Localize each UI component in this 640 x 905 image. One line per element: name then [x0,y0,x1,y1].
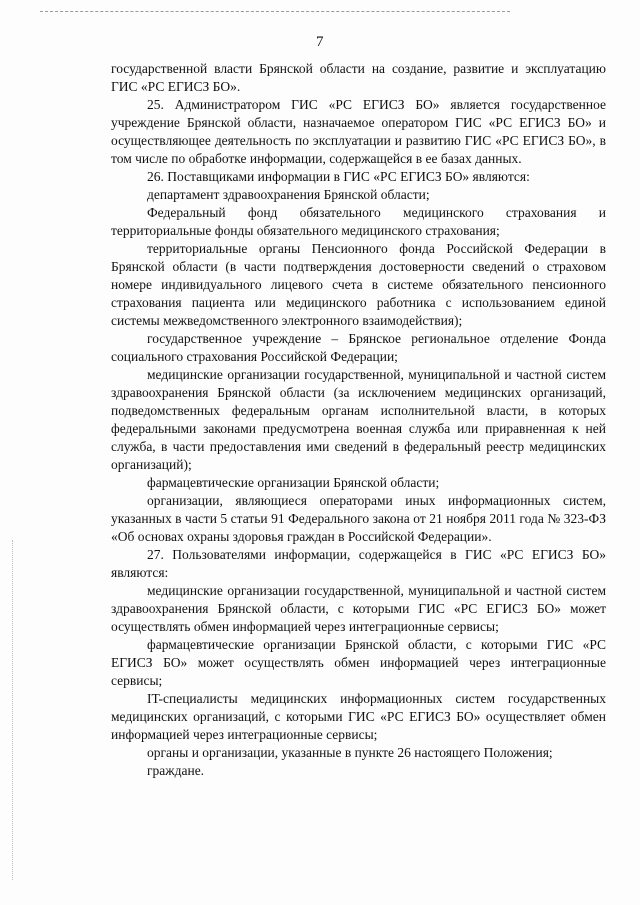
list-item-user: фармацевтические организации Брянской области, с которыми ГИС «РС ЕГИСЗ БО» может осуществлять обмен информацией через интеграционные сервисы; [111,637,606,688]
page-number: 7 [316,34,324,50]
list-item-supplier: департамент здравоохранения Брянской области; [147,187,430,202]
list-item-supplier: Федеральный фонд обязательного медицинского страхования и территориальные фонды обязательного медицинского страхования; [111,205,606,238]
paragraph-item-27: 27. Пользователями информации, содержащейся в ГИС «РС ЕГИСЗ БО» являются: [111,547,606,580]
list-item-user: медицинские организации государственной, муниципальной и частной систем здравоохранения Брянской области, с которыми ГИС «РС ЕГИСЗ БО» может осуществлять обмен информацией через интеграционные сервисы; [111,583,606,634]
list-item-supplier: организации, являющиеся операторами иных информационных систем, указанных в части 5 статьи 91 Федерального закона от 21 ноября 2011 года № 323-ФЗ «Об основах охраны здоровья граждан в Российской Федерации». [111,493,606,544]
scan-edge-mark [40,11,510,12]
list-item-supplier: фармацевтические организации Брянской области; [147,475,440,490]
list-item-user: IT-специалисты медицинских информационных систем государственных медицинских организаций, с которыми ГИС «РС ЕГИСЗ БО» осуществляет обмен информацией через интеграционные сервисы; [111,691,606,742]
scan-side-mark [12,540,14,880]
paragraph-item-25: 25. Администратором ГИС «РС ЕГИСЗ БО» является государственное учреждение Брянской области, назначаемое оператором ГИС «РС ЕГИСЗ БО» и осуществляющее деятельность по эксплуатации и развитию ГИС «РС ЕГИСЗ БО», в том числе по обработке информации, содержащейся в ее базах данных. [111,97,606,166]
list-item-supplier: медицинские организации государственной, муниципальной и частной систем здравоохранения Брянской области (за исключением медицинских организаций, подведомственных федеральным органам исполнительной власти, в которых федеральными законами предусмотрена военная служба или приравненная к ней служба, в части предоставления ими сведений в федеральный реестр медицинских организаций); [111,367,606,472]
document-body [111,60,606,780]
paragraph-continuation: государственной власти Брянской области на создание, развитие и эксплуатацию ГИС «РС ЕГИСЗ БО». [111,61,606,94]
list-item-user: органы и организации, указанные в пункте 26 настоящего Положения; [147,745,553,760]
list-item-supplier: государственное учреждение – Брянское региональное отделение Фонда социального страхования Российской Федерации; [111,331,606,364]
list-item-user: граждане. [147,763,205,778]
list-item-supplier: территориальные органы Пенсионного фонда Российской Федерации в Брянской области (в части подтверждения достоверности сведений о страховом номере индивидуального лицевого счета в системе обязательного пенсионного страхования пациента или медицинского работника с использованием единой системы межведомственного электронного взаимодействия); [111,241,606,328]
paragraph-item-26: 26. Поставщиками информации в ГИС «РС ЕГИСЗ БО» являются: [147,169,530,184]
